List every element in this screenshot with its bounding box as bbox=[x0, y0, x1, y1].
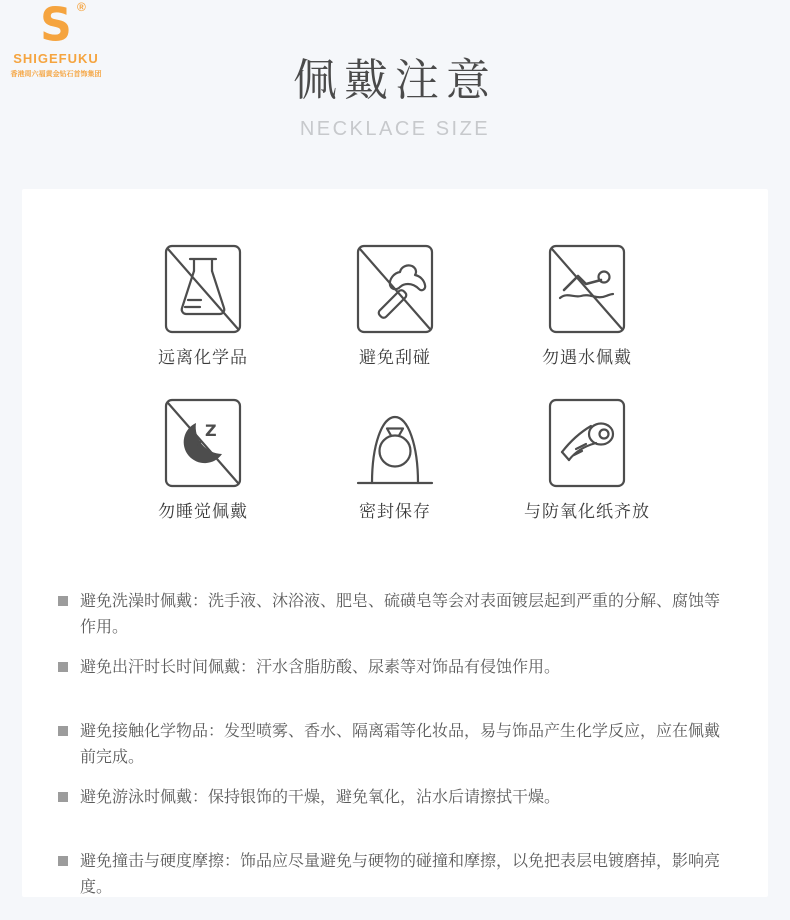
no-water-swimming-icon bbox=[547, 243, 627, 335]
square-bullet-icon bbox=[58, 856, 68, 866]
care-item-label: 避免刮碰 bbox=[359, 348, 431, 367]
page-title: 佩戴注意 bbox=[293, 56, 497, 105]
note-text: 避免接触化学物品：发型喷雾、香水、隔离霜等化妆品，易与饰品产生化学反应，应在佩戴前完成。 bbox=[80, 723, 721, 766]
care-item-no-scratch bbox=[310, 243, 480, 369]
no-sleeping-moon-icon bbox=[163, 397, 243, 489]
page-subtitle: NECKLACE SIZE bbox=[299, 118, 491, 140]
square-bullet-icon bbox=[58, 726, 68, 736]
care-item-sealed-storage bbox=[310, 397, 480, 523]
note-text: 避免撞击与硬度摩擦：饰品应尽量避免与硬物的碰撞和摩擦，以免把表层电镀磨掉，影响亮度。 bbox=[80, 853, 721, 896]
note-text: 避免洗澡时佩戴：洗手液、沐浴液、肥皂、硫磺皂等会对表面镀层起到严重的分解、腐蚀等作用。 bbox=[80, 593, 721, 636]
sealed-storage-ring-icon bbox=[355, 397, 435, 489]
care-item-label: 勿睡觉佩戴 bbox=[158, 502, 248, 521]
care-item-no-water bbox=[502, 243, 672, 369]
brand-tagline: 香港周六福黄金钻石首饰集团 bbox=[10, 71, 102, 78]
svg-text:z: z bbox=[197, 439, 203, 449]
no-chemicals-flask-icon bbox=[163, 243, 243, 335]
no-hammer-scratch-icon bbox=[355, 243, 435, 335]
hexagon-s-logo-icon: S bbox=[40, 0, 72, 53]
care-item-anti-oxidation-paper bbox=[502, 397, 672, 523]
care-item-label: 密封保存 bbox=[359, 502, 431, 521]
registered-trademark-icon: ® bbox=[77, 0, 86, 14]
page-header bbox=[0, 0, 790, 141]
brand-logo bbox=[10, 0, 102, 79]
square-bullet-icon bbox=[58, 662, 68, 672]
care-item-label: 勿遇水佩戴 bbox=[542, 348, 632, 367]
brand-name: SHIGEFUKU bbox=[13, 51, 99, 66]
list-item bbox=[58, 849, 732, 901]
note-text: 避免游泳时佩戴：保持银饰的干燥，避免氧化，沾水后请擦拭干燥。 bbox=[80, 789, 561, 806]
anti-oxidation-paper-roll-icon bbox=[547, 397, 627, 489]
square-bullet-icon bbox=[58, 596, 68, 606]
care-icons-grid bbox=[22, 189, 768, 523]
list-item bbox=[58, 589, 732, 641]
care-item-no-sleeping bbox=[118, 397, 288, 523]
list-item bbox=[58, 785, 732, 811]
care-item-no-chemicals bbox=[118, 243, 288, 369]
list-item bbox=[58, 655, 732, 681]
care-item-label: 与防氧化纸齐放 bbox=[524, 502, 650, 521]
care-item-label: 远离化学品 bbox=[158, 348, 248, 367]
svg-text:Z: Z bbox=[205, 421, 217, 440]
square-bullet-icon bbox=[58, 792, 68, 802]
care-notes-list bbox=[58, 589, 732, 901]
note-text: 避免出汗时长时间佩戴：汗水含脂肪酸、尿素等对饰品有侵蚀作用。 bbox=[80, 659, 561, 676]
list-item bbox=[58, 719, 732, 771]
content-card bbox=[22, 189, 768, 897]
